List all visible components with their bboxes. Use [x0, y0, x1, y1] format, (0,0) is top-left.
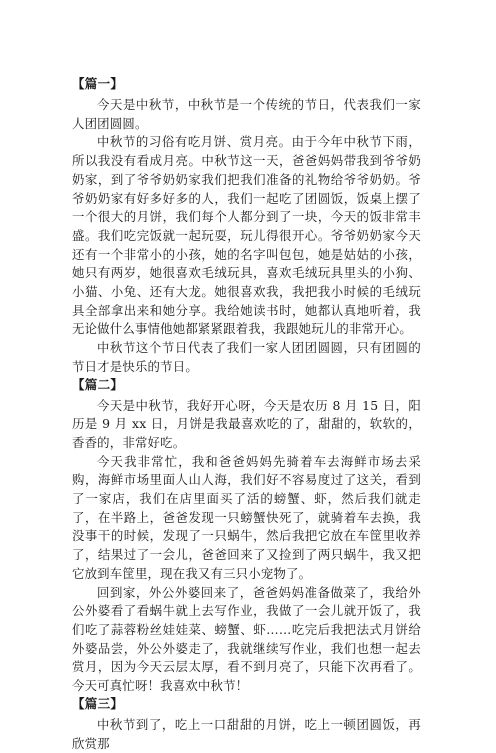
paragraph: 中秋节这个节日代表了我们一家人团团圆圆，只有团圆的节日才是快乐的节日。	[72, 340, 421, 374]
section-heading: 【篇三】	[72, 695, 124, 711]
section-heading: 【篇二】	[72, 376, 124, 392]
paragraph: 今天是中秋节，中秋节是一个传统的节日，代表我们一家人团团圆圆。	[72, 97, 421, 131]
section-2	[72, 377, 421, 696]
paragraph: 中秋节的习俗有吃月饼、赏月亮。由于今年中秋节下雨，所以我没有看成月亮。中秋节这一天，爸爸妈妈带我到爷爷奶奶家，到了爷爷奶奶家我们把我们准备的礼物给爷爷奶奶。爷爷奶奶家有好多好多的人，我们一起吃了团圆饭，饭桌上摆了一个很大的月饼，我们每个人都分到了一块，今天的饭非常丰盛。我们吃完饭就一起玩耍，玩儿得很开心。爷爷奶奶家今天还有一个非常小的小孩，她的名字叫包包，她是姑姑的小孩，她只有两岁，她很喜欢毛绒玩具，喜欢毛绒玩具里头的小狗、小猫、小兔、还有大龙。她很喜欢我，我把我小时候的毛绒玩具全部拿出来和她分享。我给她读书时，她都认真地听着，我无论做什么事情他她都紧紧跟着我，我跟她玩儿的非常开心。	[72, 134, 421, 337]
document-body	[72, 76, 421, 753]
paragraph: 今天是中秋节，我好开心呀，今天是农历 8 月 15 日，阳历是 9 月 xx 日，月饼是我最喜欢吃的了，甜甜的，软软的，香香的，非常好吃。	[72, 397, 421, 450]
paragraph: 中秋节到了，吃上一口甜甜的月饼，吃上一顿团圆饭，再欣赏那	[72, 716, 421, 751]
paragraph: 回到家，外公外婆回来了，爸爸妈妈准备做菜了，我给外公外婆看了看蜗牛就上去写作业，我做了一会儿就开饭了，我们吃了蒜蓉粉丝娃娃菜、螃蟹、虾……吃完后我把法式月饼给外婆品尝，外公外婆走了，我就继续写作业，我们也想一起去赏月，因为今天云层太厚，看不到月亮了，只能下次再看了。今天可真忙呀！我喜欢中秋节！	[72, 584, 421, 694]
paragraph: 今天我非常忙，我和爸爸妈妈先骑着车去海鲜市场去采购，海鲜市场里面人山人海，我们好不容易度过了这关，看到了一家店，我们在店里面买了活的螃蟹、虾，然后我们就走了，在半路上，爸爸发现一只螃蟹快死了，就骑着车去换，我没事干的时候，发现了一只蜗牛，然后我把它放在车筐里收养了，结果过了一会儿，爸爸回来了又捡到了两只蜗牛，我又把它放到车筐里，现在我又有三只小宠物了。	[72, 453, 421, 581]
section-heading: 【篇一】	[72, 76, 124, 91]
section-1	[72, 76, 421, 377]
section-3	[72, 696, 421, 753]
